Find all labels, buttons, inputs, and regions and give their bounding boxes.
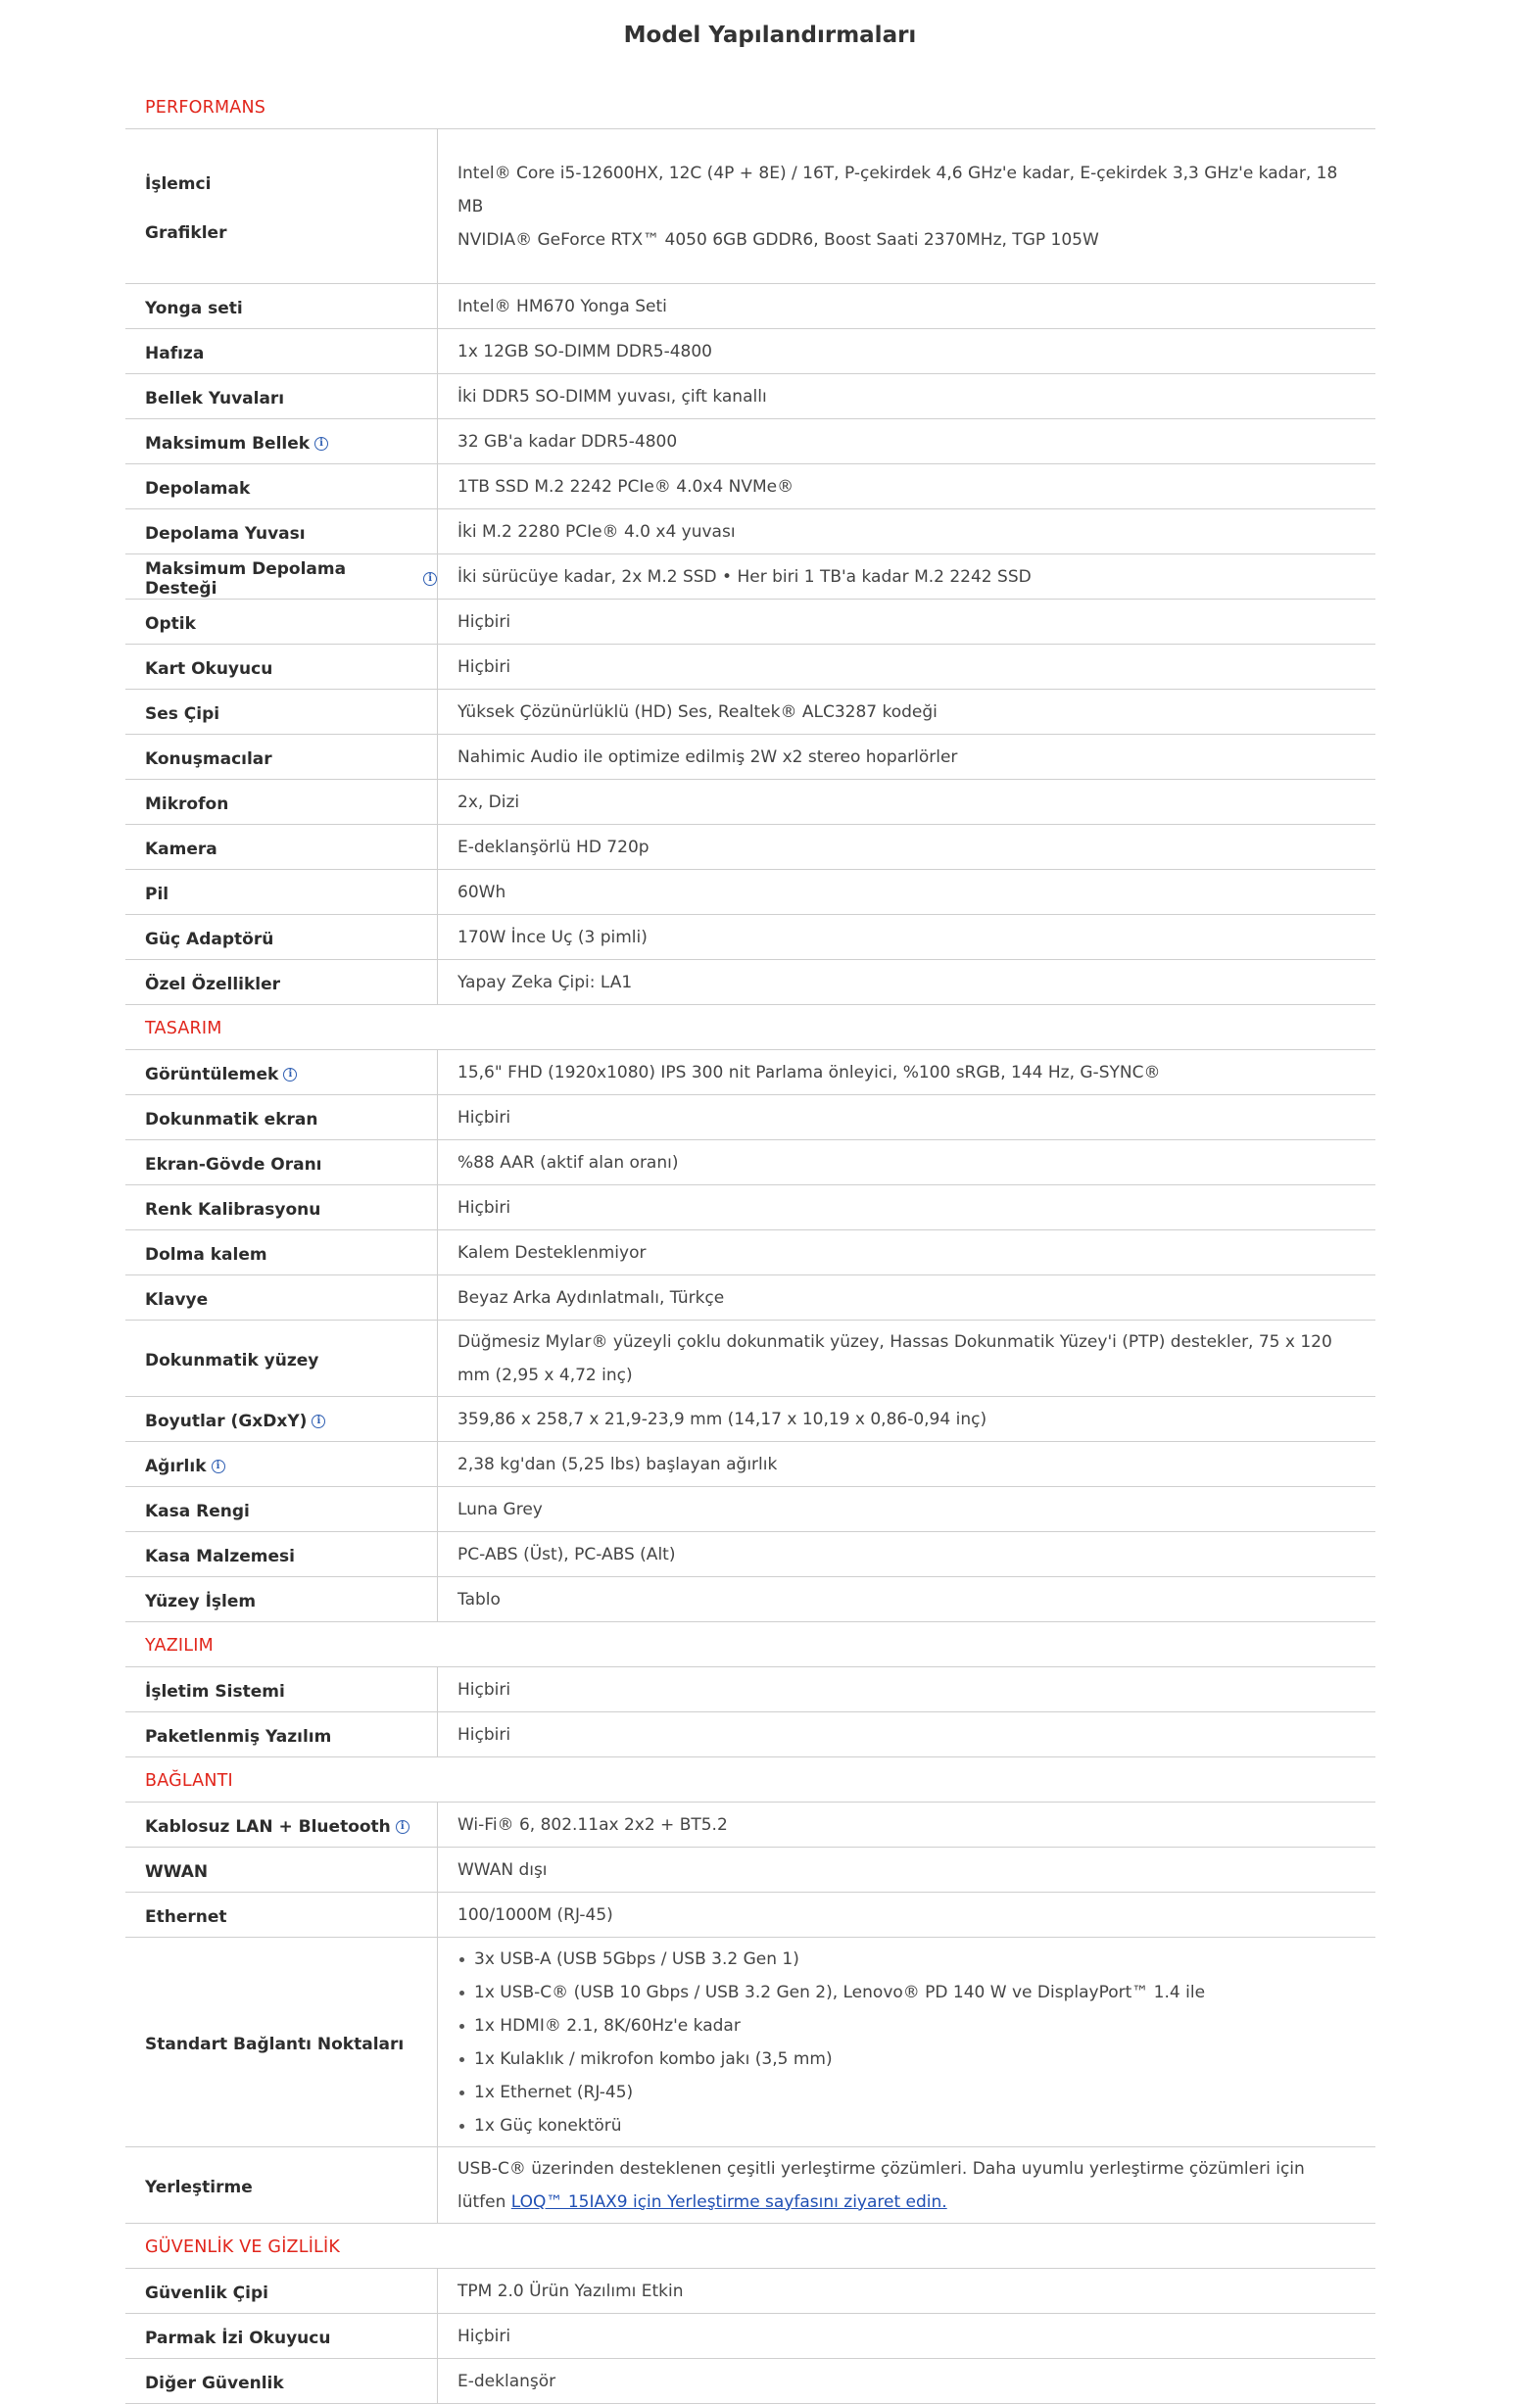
spec-value: Nahimic Audio ile optimize edilmiş 2W x2 stereo hoparlörler <box>457 746 958 767</box>
spec-label-text: Yonga seti <box>145 298 243 318</box>
spec-label-text: Ağırlık <box>145 1456 207 1476</box>
spec-value: İki DDR5 SO-DIMM yuvası, çift kanallı <box>457 386 767 407</box>
spec-row <box>125 1185 1375 1230</box>
spec-value-docking <box>438 2147 1375 2223</box>
spec-row-cpu-gpu <box>125 129 1375 284</box>
spec-label <box>125 1140 438 1184</box>
spec-label-text: Kasa Rengi <box>145 1501 250 1521</box>
spec-label <box>125 870 438 914</box>
spec-value: İki sürücüye kadar, 2x M.2 SSD • Her biri 1 TB'a kadar M.2 2242 SSD <box>457 566 1032 587</box>
spec-label <box>125 1532 438 1576</box>
spec-row <box>125 780 1375 825</box>
spec-row <box>125 2359 1375 2404</box>
spec-label-cpu: İşlemci <box>145 173 212 194</box>
spec-row <box>125 419 1375 464</box>
spec-label-text: Kasa Malzemesi <box>145 1546 295 1566</box>
spec-value: E-deklanşörlü HD 720p <box>457 837 650 857</box>
spec-label-text: Hafıza <box>145 343 205 363</box>
spec-row <box>125 284 1375 329</box>
spec-label-text: Dolma kalem <box>145 1244 267 1265</box>
spec-label-ports: Standart Bağlantı Noktaları <box>125 1938 438 2146</box>
spec-label <box>125 374 438 418</box>
spec-value: 359,86 x 258,7 x 21,9-23,9 mm (14,17 x 10,19 x 0,86-0,94 inç) <box>457 1409 987 1429</box>
spec-label-text: Depolama Yuvası <box>145 523 306 544</box>
spec-value: WWAN dışı <box>457 1859 548 1880</box>
ports-list <box>457 1943 1356 2142</box>
spec-row <box>125 1397 1375 1442</box>
spec-label <box>125 1667 438 1711</box>
info-icon[interactable]: i <box>312 1415 325 1428</box>
spec-value: 60Wh <box>457 882 506 902</box>
spec-value: Hiçbiri <box>457 656 511 677</box>
spec-label <box>125 1321 438 1396</box>
spec-label <box>125 1487 438 1531</box>
spec-row <box>125 374 1375 419</box>
spec-row <box>125 1230 1375 1275</box>
spec-label-text: Konuşmacılar <box>145 748 272 769</box>
spec-label <box>125 1095 438 1139</box>
spec-label-text: Renk Kalibrasyonu <box>145 1199 321 1220</box>
spec-row <box>125 960 1375 1005</box>
spec-label <box>125 1893 438 1937</box>
spec-row <box>125 645 1375 690</box>
spec-value: 32 GB'a kadar DDR5-4800 <box>457 431 678 452</box>
spec-value: Düğmesiz Mylar® yüzeyli çoklu dokunmatik yüzey, Hassas Dokunmatik Yüzey'i (PTP) destekler, 75 x 120 mm (2,95 x 4,72 inç) <box>457 1331 1332 1385</box>
spec-row-docking <box>125 2147 1375 2224</box>
spec-value: 170W İnce Uç (3 pimli) <box>457 927 648 947</box>
spec-row <box>125 1487 1375 1532</box>
spec-value: Intel® HM670 Yonga Seti <box>457 296 667 316</box>
spec-label <box>125 1275 438 1320</box>
spec-label <box>125 464 438 508</box>
spec-label-text: Maksimum Depolama Desteği <box>145 558 347 599</box>
page-title: Model Yapılandırmaları <box>623 23 917 48</box>
spec-row <box>125 1321 1375 1397</box>
spec-value: Yapay Zeka Çipi: LA1 <box>457 972 633 992</box>
spec-row <box>125 1712 1375 1757</box>
spec-label-text: Güç Adaptörü <box>145 929 274 949</box>
spec-label <box>125 690 438 734</box>
spec-label <box>125 1712 438 1756</box>
section-heading-connectivity: BAĞLANTI <box>125 1757 1375 1803</box>
spec-value: PC-ABS (Üst), PC-ABS (Alt) <box>457 1544 676 1564</box>
spec-value: 100/1000M (RJ-45) <box>457 1904 613 1925</box>
port-list-item: 1x HDMI® 2.1, 8K/60Hz'e kadar <box>457 2009 1356 2043</box>
port-list-item: 1x Kulaklık / mikrofon kombo jakı (3,5 mm) <box>457 2043 1356 2076</box>
info-icon[interactable]: i <box>283 1068 297 1082</box>
spec-label <box>125 554 438 599</box>
spec-label-text: Kart Okuyucu <box>145 658 273 679</box>
spec-row <box>125 2269 1375 2314</box>
spec-label-text: Parmak İzi Okuyucu <box>145 2328 331 2348</box>
spec-value-ports <box>438 1938 1375 2146</box>
spec-row <box>125 1667 1375 1712</box>
spec-label <box>125 915 438 959</box>
spec-row <box>125 329 1375 374</box>
info-icon[interactable]: i <box>423 572 437 586</box>
spec-label-text: Diğer Güvenlik <box>145 2373 284 2393</box>
spec-label <box>125 1442 438 1486</box>
spec-label-text: Depolamak <box>145 478 251 499</box>
section-heading-security: GÜVENLİK VE GİZLİLİK <box>125 2224 1375 2269</box>
spec-label <box>125 825 438 869</box>
spec-label <box>125 1577 438 1621</box>
spec-label-text: Ses Çipi <box>145 703 220 724</box>
spec-row <box>125 915 1375 960</box>
spec-label <box>125 735 438 779</box>
spec-value: 2x, Dizi <box>457 792 520 812</box>
spec-value: E-deklanşör <box>457 2371 556 2391</box>
spec-value <box>438 129 1375 283</box>
port-list-item: 1x Güç konektörü <box>457 2109 1356 2142</box>
spec-value: Hiçbiri <box>457 1107 511 1128</box>
spec-value: Hiçbiri <box>457 1679 511 1700</box>
spec-label-text: Pil <box>145 884 169 904</box>
spec-value: Luna Grey <box>457 1499 543 1519</box>
spec-row <box>125 1095 1375 1140</box>
spec-label-text: WWAN <box>145 1861 209 1882</box>
docking-text: USB-C® üzerinden desteklenen çeşitli yerleştirme çözümleri. Daha uyumlu yerleştirme çözümleri için lütfen <box>457 2158 1305 2212</box>
spec-value: TPM 2.0 Ürün Yazılımı Etkin <box>457 2281 684 2301</box>
port-list-item: 1x USB-C® (USB 10 Gbps / USB 3.2 Gen 2), Lenovo® PD 140 W ve DisplayPort™ 1.4 ile <box>457 1976 1356 2009</box>
spec-row-ports <box>125 1938 1375 2147</box>
spec-value: İki M.2 2280 PCIe® 4.0 x4 yuvası <box>457 521 736 542</box>
spec-value: Hiçbiri <box>457 611 511 632</box>
spec-row <box>125 1577 1375 1622</box>
spec-label <box>125 2359 438 2403</box>
spec-row <box>125 870 1375 915</box>
spec-label <box>125 419 438 463</box>
spec-value: 15,6" FHD (1920x1080) IPS 300 nit Parlama önleyici, %100 sRGB, 144 Hz, G-SYNC® <box>457 1062 1161 1082</box>
spec-value: 2,38 kg'dan (5,25 lbs) başlayan ağırlık <box>457 1454 778 1474</box>
spec-label-text: Klavye <box>145 1289 209 1310</box>
spec-label <box>125 2269 438 2313</box>
spec-label <box>125 509 438 553</box>
spec-label <box>125 129 438 283</box>
spec-label <box>125 2314 438 2358</box>
spec-row <box>125 1848 1375 1893</box>
spec-table <box>125 84 1375 2404</box>
spec-label <box>125 1185 438 1229</box>
section-heading-performance: PERFORMANS <box>125 84 1375 129</box>
spec-label <box>125 1230 438 1274</box>
spec-label-text: Güvenlik Çipi <box>145 2283 268 2303</box>
spec-row <box>125 735 1375 780</box>
spec-label-text: Optik <box>145 613 196 634</box>
spec-value: %88 AAR (aktif alan oranı) <box>457 1152 679 1173</box>
spec-label-text: Ekran-Gövde Oranı <box>145 1154 322 1175</box>
spec-label-text: Özel Özellikler <box>145 974 281 994</box>
spec-label <box>125 960 438 1004</box>
spec-value: Beyaz Arka Aydınlatmalı, Türkçe <box>457 1287 725 1308</box>
info-icon[interactable]: i <box>396 1820 409 1834</box>
spec-label <box>125 1397 438 1441</box>
spec-label <box>125 1803 438 1847</box>
spec-row <box>125 554 1375 600</box>
spec-row <box>125 1532 1375 1577</box>
spec-value: Yüksek Çözünürlüklü (HD) Ses, Realtek® ALC3287 kodeği <box>457 701 938 722</box>
section-heading-software: YAZILIM <box>125 1622 1375 1667</box>
spec-value-cpu: Intel® Core i5-12600HX, 12C (4P + 8E) / 16T, P-çekirdek 4,6 GHz'e kadar, E-çekirdek 3,3 GHz'e kadar, 18 MB <box>457 163 1338 216</box>
spec-row <box>125 2314 1375 2359</box>
spec-label-docking: Yerleştirme <box>125 2147 438 2223</box>
spec-value: Wi-Fi® 6, 802.11ax 2x2 + BT5.2 <box>457 1814 728 1835</box>
port-list-item: 3x USB-A (USB 5Gbps / USB 3.2 Gen 1) <box>457 1943 1356 1976</box>
spec-row <box>125 1275 1375 1321</box>
spec-label-text: Dokunmatik yüzey <box>145 1350 319 1370</box>
spec-value: Tablo <box>457 1589 501 1610</box>
spec-label <box>125 1848 438 1892</box>
spec-label-text: İşletim Sistemi <box>145 1681 285 1702</box>
spec-label-text: Mikrofon <box>145 793 229 814</box>
spec-row <box>125 825 1375 870</box>
spec-value: Hiçbiri <box>457 1724 511 1745</box>
spec-label-text: Kablosuz LAN + Bluetooth <box>145 1816 391 1837</box>
spec-value-gpu: NVIDIA® GeForce RTX™ 4050 6GB GDDR6, Boost Saati 2370MHz, TGP 105W <box>457 229 1099 250</box>
section-heading-design: TASARIM <box>125 1005 1375 1050</box>
spec-row <box>125 464 1375 509</box>
spec-value: 1TB SSD M.2 2242 PCIe® 4.0x4 NVMe® <box>457 476 794 497</box>
spec-label-text: Yüzey İşlem <box>145 1591 257 1611</box>
spec-label-text: Ethernet <box>145 1906 227 1927</box>
spec-row <box>125 509 1375 554</box>
spec-label-gpu: Grafikler <box>145 222 227 243</box>
spec-label <box>125 1050 438 1094</box>
info-icon[interactable]: i <box>314 437 328 451</box>
spec-value: Hiçbiri <box>457 1197 511 1218</box>
spec-value: Kalem Desteklenmiyor <box>457 1242 647 1263</box>
spec-label-text: Bellek Yuvaları <box>145 388 285 409</box>
spec-row <box>125 1140 1375 1185</box>
spec-value: 1x 12GB SO-DIMM DDR5-4800 <box>457 341 712 361</box>
spec-row <box>125 1442 1375 1487</box>
info-icon[interactable]: i <box>212 1460 225 1473</box>
spec-label <box>125 645 438 689</box>
spec-row <box>125 690 1375 735</box>
spec-label <box>125 600 438 644</box>
spec-row <box>125 1893 1375 1938</box>
spec-label-text: Kamera <box>145 839 217 859</box>
docking-page-link[interactable]: LOQ™ 15IAX9 için Yerleştirme sayfasını ziyaret edin. <box>510 2191 947 2212</box>
spec-row <box>125 600 1375 645</box>
spec-value: Hiçbiri <box>457 2326 511 2346</box>
spec-label-text: Boyutlar (GxDxY) <box>145 1411 308 1431</box>
spec-label <box>125 780 438 824</box>
spec-row <box>125 1050 1375 1095</box>
spec-label-text: Paketlenmiş Yazılım <box>145 1726 332 1747</box>
spec-row <box>125 1803 1375 1848</box>
spec-label-text: Dokunmatik ekran <box>145 1109 318 1130</box>
spec-label <box>125 329 438 373</box>
spec-label-text: Maksimum Bellek <box>145 433 311 454</box>
spec-label <box>125 284 438 328</box>
port-list-item: 1x Ethernet (RJ-45) <box>457 2076 1356 2109</box>
spec-label-text: Görüntülemek <box>145 1064 279 1084</box>
